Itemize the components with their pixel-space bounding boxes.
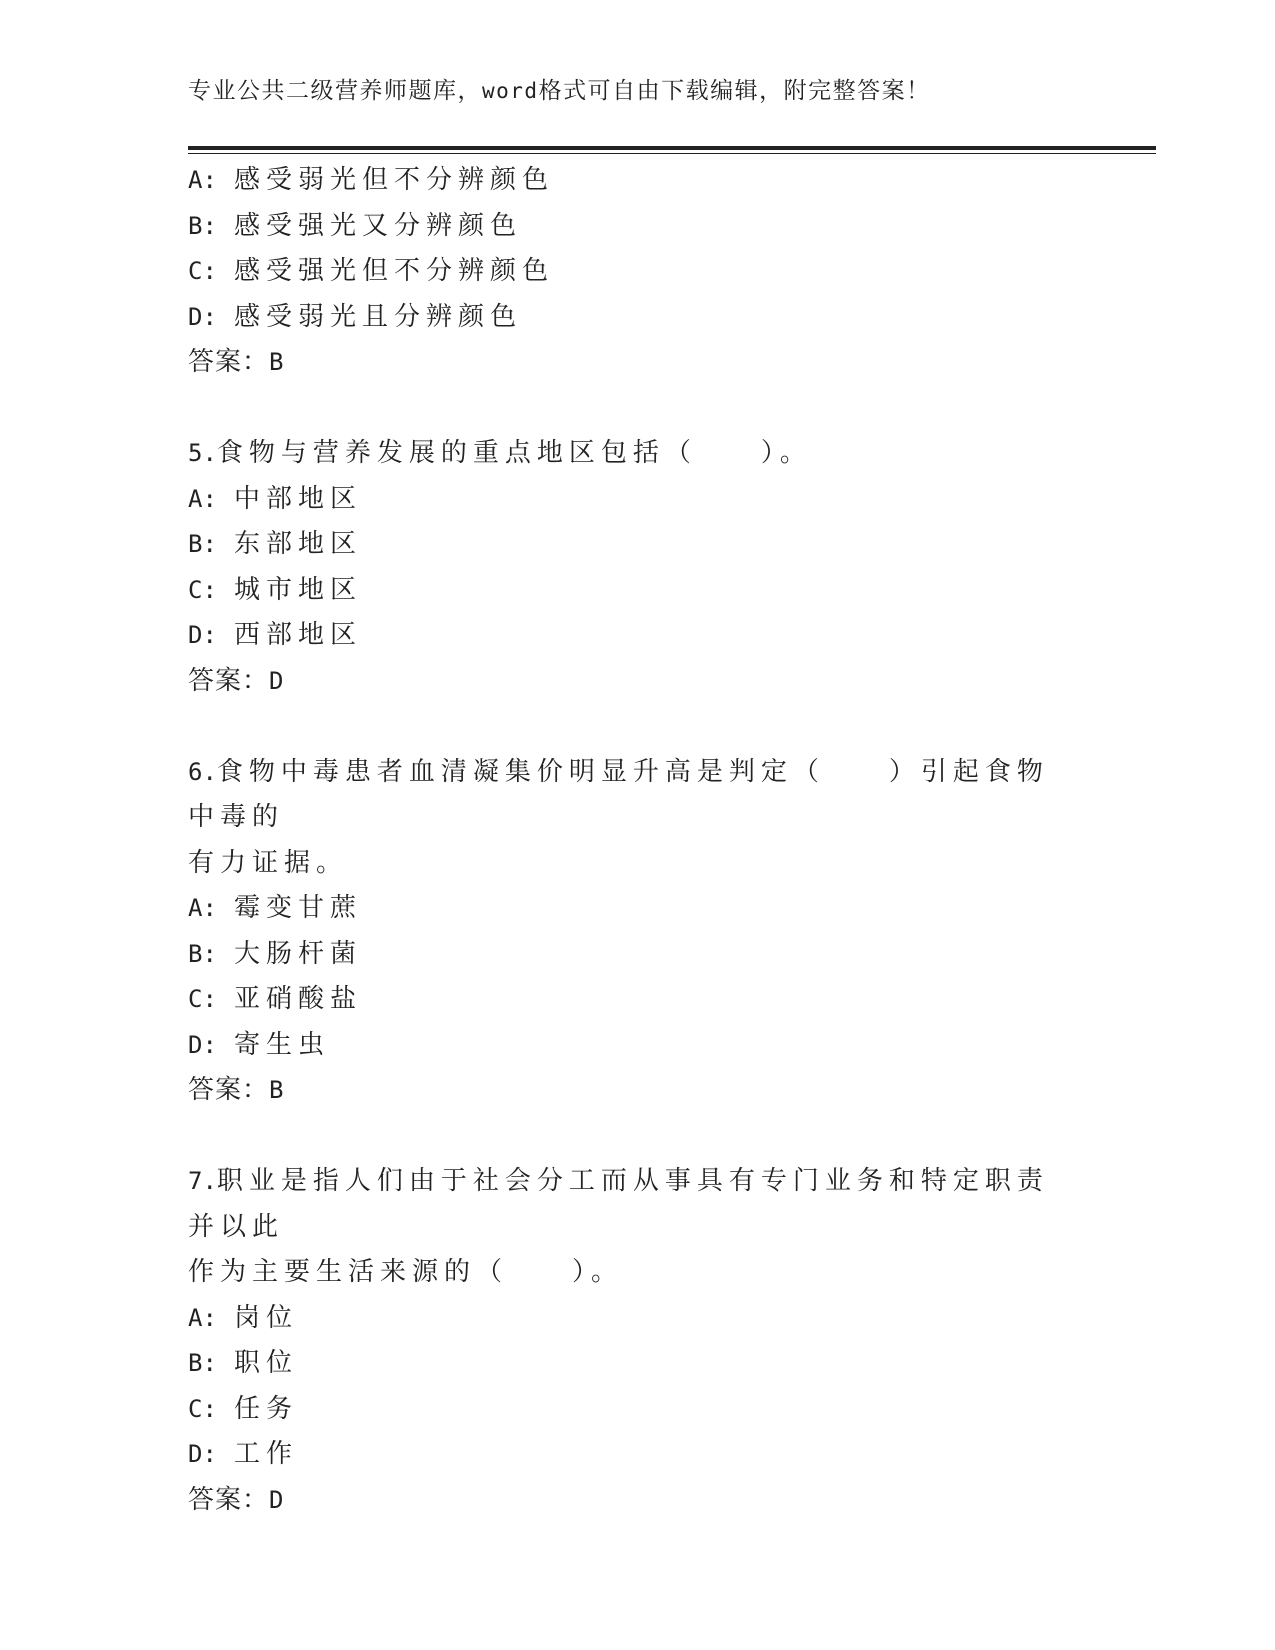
answer-label: 答案：	[188, 665, 270, 696]
question-stem	[188, 750, 1068, 841]
option-b	[188, 932, 1088, 978]
option-text: 东部地区	[234, 529, 363, 559]
option-key: A:	[188, 166, 217, 194]
option-b	[188, 522, 1088, 568]
question-5	[188, 431, 1088, 704]
option-text: 亚硝酸盐	[234, 984, 363, 1014]
answer-line	[188, 340, 1088, 386]
question-stem-continued	[188, 1250, 1068, 1296]
option-key: A:	[188, 894, 217, 922]
question-number: 7.	[188, 1167, 217, 1195]
option-key: B:	[188, 939, 217, 968]
option-c	[188, 249, 1088, 295]
question-spacer	[188, 1114, 1088, 1160]
question-6	[188, 750, 1088, 1114]
option-key: D:	[188, 302, 217, 331]
option-key: C:	[188, 575, 217, 604]
option-key: A:	[188, 1303, 217, 1332]
option-d	[188, 295, 1088, 341]
option-text: 大肠杆菌	[234, 938, 363, 969]
question-text-line1: 食物中毒患者血清凝集价明显升高是判定（ ）引起食物中毒的	[188, 756, 1049, 832]
answer-value: B	[269, 1076, 285, 1104]
question-number: 6.	[188, 757, 217, 786]
header-text-end: 格式可自由下载编辑，附完整答案！	[538, 78, 931, 104]
option-text: 西部地区	[234, 620, 363, 650]
header-rule-thick	[188, 146, 1156, 150]
option-key: D:	[188, 1030, 217, 1059]
option-text: 感受强光但不分辨颜色	[234, 256, 555, 286]
answer-value: D	[269, 1485, 285, 1514]
option-d	[188, 613, 1088, 659]
option-key: D:	[188, 621, 217, 649]
option-d	[188, 1023, 1088, 1069]
question-stem	[188, 431, 1068, 477]
question-number: 5.	[188, 439, 217, 467]
option-text: 岗位	[234, 1302, 299, 1333]
option-key: D:	[188, 1440, 217, 1468]
option-a	[188, 158, 1088, 204]
answer-line	[188, 1068, 1088, 1114]
question-text-line2: 有力证据。	[188, 847, 349, 878]
header-text-start: 专业公共二级营养师题库，	[188, 78, 482, 104]
question-spacer	[188, 704, 1088, 750]
option-key: A:	[188, 484, 217, 513]
answer-line	[188, 1478, 1088, 1524]
question-list	[188, 158, 1088, 1523]
option-text: 职位	[234, 1348, 299, 1378]
option-text: 中部地区	[234, 483, 363, 514]
option-b	[188, 204, 1088, 250]
option-key: B:	[188, 211, 217, 240]
question-spacer	[188, 386, 1088, 432]
answer-label: 答案：	[188, 1484, 270, 1515]
answer-label: 答案：	[188, 347, 270, 377]
option-a	[188, 1296, 1088, 1342]
option-c	[188, 977, 1088, 1023]
answer-label: 答案：	[188, 1075, 270, 1105]
option-text: 寄生虫	[234, 1029, 331, 1060]
option-text: 感受强光又分辨颜色	[234, 210, 523, 241]
option-key: C:	[188, 257, 217, 285]
option-key: C:	[188, 1394, 217, 1423]
answer-value: D	[269, 666, 285, 695]
header-text-format: word	[482, 79, 539, 103]
option-text: 任务	[234, 1393, 299, 1424]
question-text-line1: 职业是指人们由于社会分工而从事具有专门业务和特定职责并以此	[188, 1166, 1049, 1242]
option-text: 霉变甘蔗	[234, 893, 363, 923]
option-a	[188, 886, 1088, 932]
question-4-tail	[188, 158, 1088, 386]
answer-line	[188, 659, 1088, 705]
question-7	[188, 1159, 1088, 1523]
option-c	[188, 1387, 1088, 1433]
question-stem	[188, 1159, 1068, 1250]
option-text: 城市地区	[234, 574, 363, 605]
header-rule-thin	[188, 153, 1156, 154]
option-b	[188, 1341, 1088, 1387]
page-header	[188, 74, 931, 108]
option-text: 感受弱光但不分辨颜色	[234, 165, 555, 195]
option-a	[188, 477, 1088, 523]
option-d	[188, 1432, 1088, 1478]
option-key: B:	[188, 1349, 217, 1377]
answer-value: B	[269, 348, 285, 376]
option-key: B:	[188, 530, 217, 558]
option-text: 感受弱光且分辨颜色	[234, 301, 523, 332]
option-c	[188, 568, 1088, 614]
option-text: 工作	[234, 1439, 299, 1469]
option-key: C:	[188, 985, 217, 1013]
question-text-line1: 食物与营养发展的重点地区包括（ ）。	[216, 438, 812, 468]
question-stem-continued	[188, 841, 1068, 887]
question-text-line2: 作为主要生活来源的（ ）。	[188, 1257, 624, 1287]
